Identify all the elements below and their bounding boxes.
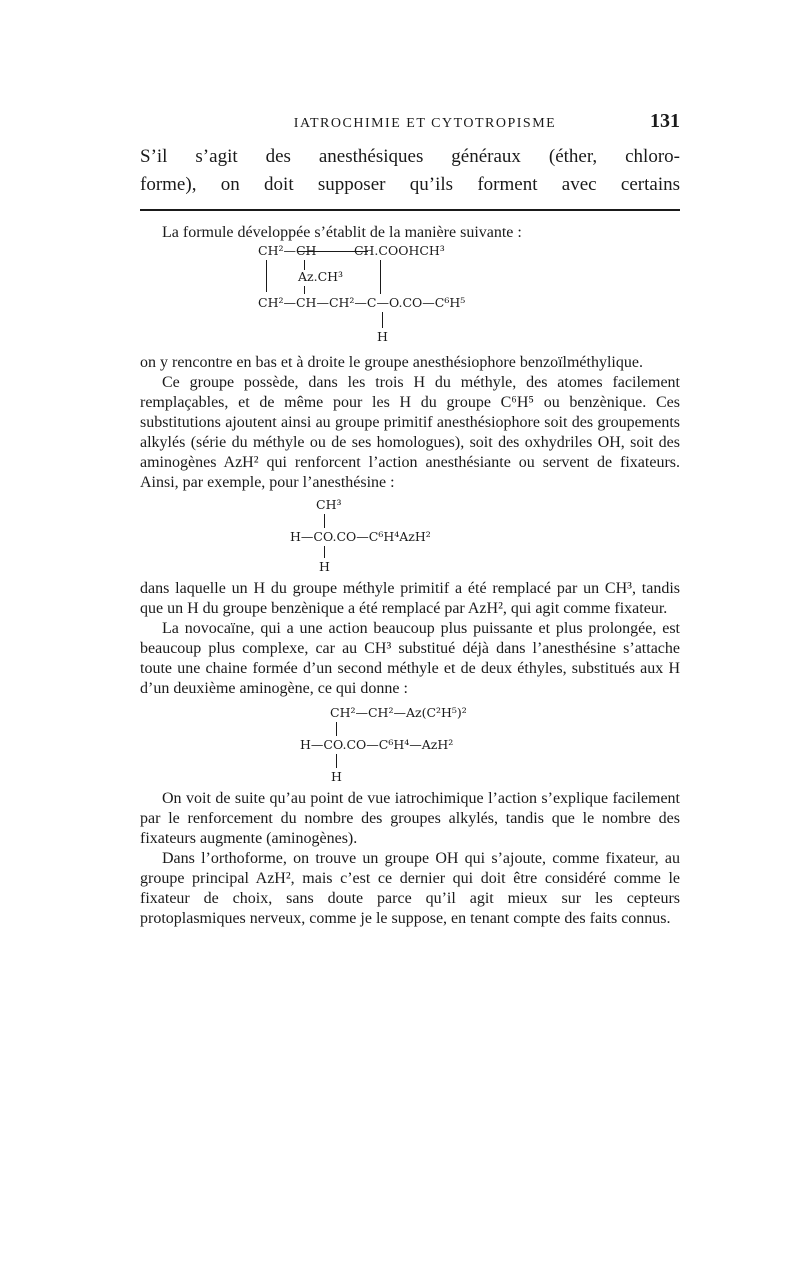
formula3-middle: H—CO.CO—C⁶H⁴—AzH²: [300, 737, 454, 752]
formula1-middle: Az.CH³: [298, 269, 344, 284]
formula3-bond-top: [336, 722, 337, 736]
paragraph-orthoforme: Dans l’orthoforme, on trouve un groupe OH qui s’ajoute, comme fixateur, au groupe principal AzH², mais c’est ce dernier qui doit être considéré comme le fixateur de choix, sans doute parce qu’il agit mieux sur les cepteurs protoplasmiques nerveux, comme je le suppose, en tenant compte des faits connus.: [140, 850, 680, 927]
formula1-left-bond: [266, 260, 267, 292]
page-number: 131: [650, 110, 680, 132]
formula1-mid-bond-bottom: [304, 286, 305, 294]
formula2-bond-top: [324, 514, 325, 528]
intro-text: [140, 143, 680, 199]
formula2-h: H: [319, 559, 330, 574]
book-page: [140, 110, 680, 929]
formula-developed: [140, 243, 680, 353]
formula1-top: CH²—CH———CH.COOHCH³: [258, 243, 445, 258]
paragraph-iatrochimique: On voit de suite qu’au point de vue iatrochimique l’action s’explique facilement par le renforcement du nombre des groupes alkylés, tandis que le nombre des fixateurs augmente (aminogènes).: [140, 790, 680, 847]
intro-line-1: S’il s’agit des anesthésiques généraux (éther, chloro-: [140, 146, 680, 167]
formula3-top: CH²—CH²—Az(C²H⁵)²: [330, 705, 467, 720]
intro-line-2: forme), on doit supposer qu’ils forment avec certains: [140, 174, 680, 195]
formula1-h: H: [377, 329, 388, 344]
formula2-middle: H—CO.CO—C⁶H⁴AzH²: [290, 529, 431, 544]
paragraph-anesthesiophore: on y rencontre en bas et à droite le groupe anesthésiophore benzoïlméthylique.: [140, 354, 643, 371]
running-title: IATROCHIMIE ET CYTOTROPISME: [293, 116, 557, 131]
paragraph-remplace: dans laquelle un H du groupe méthyle primitif a été remplacé par un CH³, tandis que un H du groupe benzènique a été remplacé par AzH², qui agit comme fixateur.: [140, 580, 680, 617]
formula3-bond-bottom: [336, 754, 337, 768]
formula2-bond-bottom: [324, 546, 325, 558]
formula1-h-bond: [382, 312, 383, 328]
formula1-bottom: CH²—CH—CH²—C—O.CO—C⁶H⁵: [258, 295, 466, 310]
formula-anesthesine: [140, 493, 680, 579]
paragraph-novocaine: La novocaïne, qui a une action beaucoup plus puissante et plus prolongée, est beaucoup plus complexe, car au CH³ substitué déjà dans l’anesthésine s’attache toute une chaine formée d’un second méthyle et de deux éthyles, substitués aux H d’un deuxième aminogène, ce qui donne :: [140, 620, 680, 697]
paragraph-substitutions: Ce groupe possède, dans les trois H du méthyle, des atomes facilement remplaçables, et de même pour les H du groupe C⁶H⁵ ou benzènique. Ces substitutions ajoutent ainsi au groupe primitif anesthésiophore soit des groupements alkylés (série du méthyle ou de ses homologues), soit des oxhydriles OH, soit des aminogènes AzH² qui renforcent l’action anesthésiante ou servent de fixateurs. Ainsi, par exemple, pour l’anesthésine :: [140, 374, 680, 491]
paragraph-formula-intro: La formule développée s’établit de la manière suivante :: [162, 224, 522, 241]
formula2-top: CH³: [316, 497, 342, 512]
formula3-h: H: [331, 769, 342, 784]
separator-rule: [140, 209, 680, 211]
formula1-right-bond: [380, 260, 381, 294]
running-header: [140, 110, 680, 133]
formula-novocaine: [140, 699, 680, 789]
formula1-bond: [298, 251, 368, 252]
